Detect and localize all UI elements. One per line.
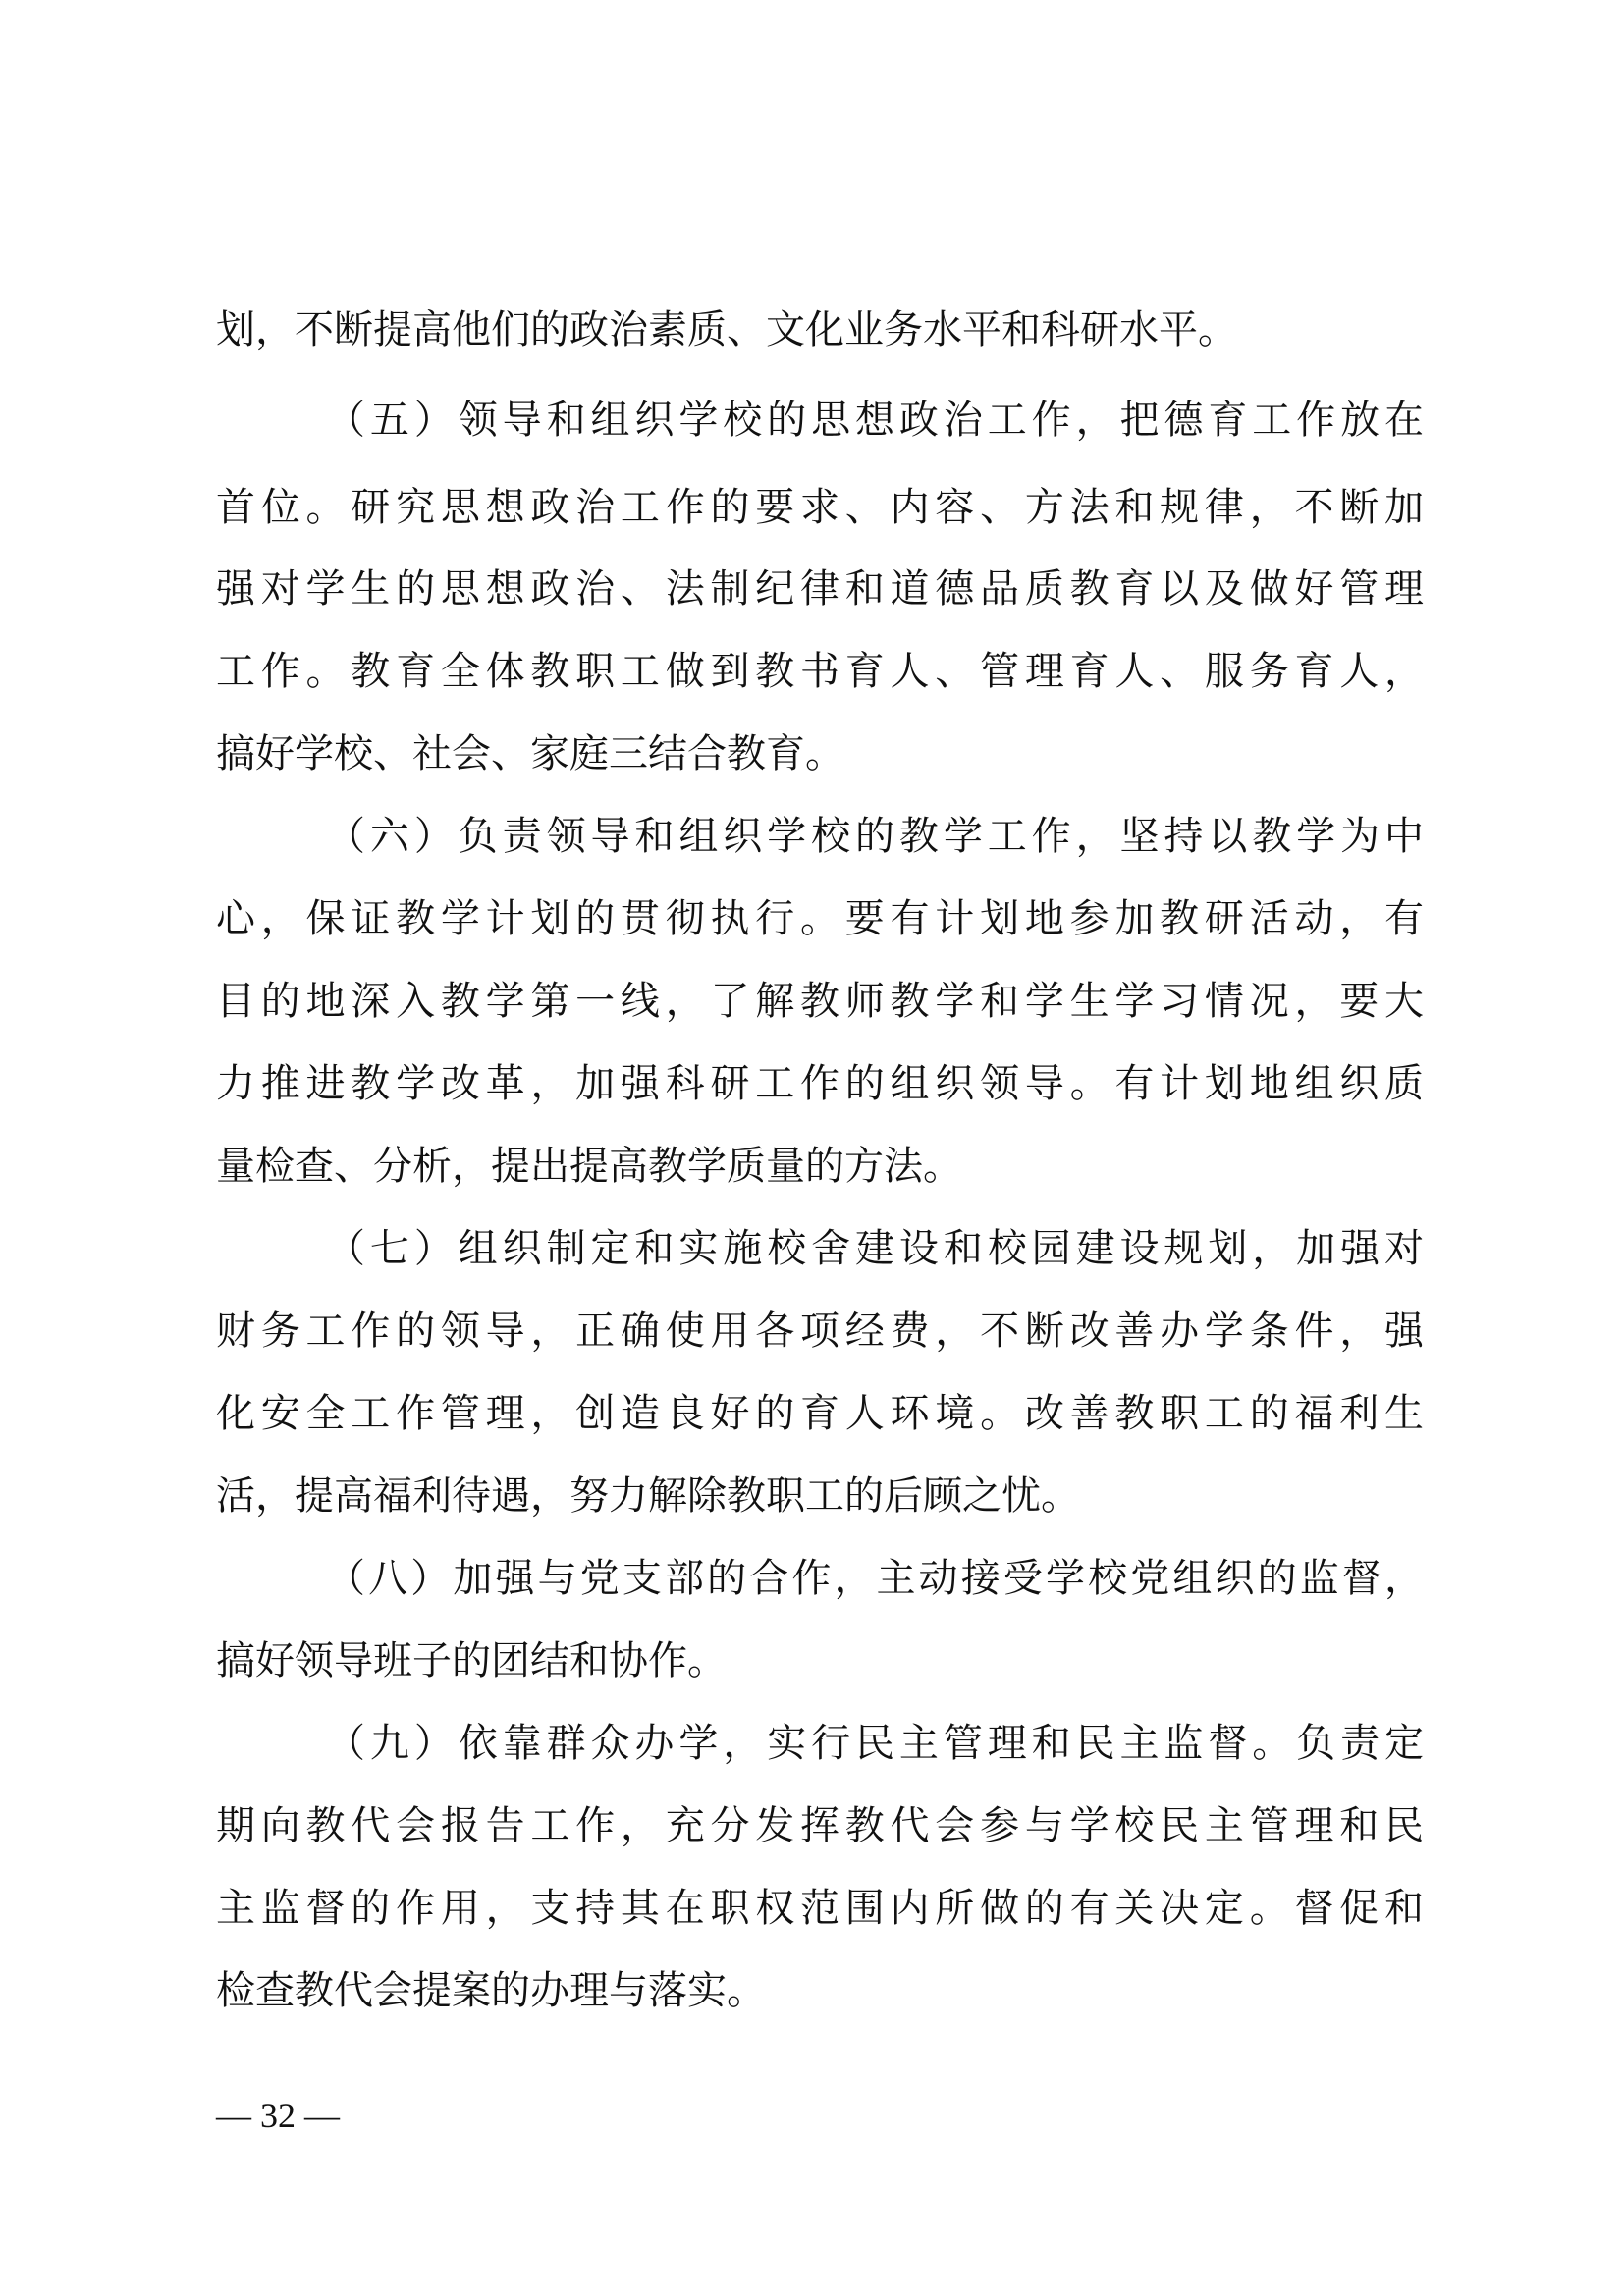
text-line: 力推进教学改革，加强科研工作的组织领导。有计划地组织质 [216,1061,1424,1106]
text-line: 化安全工作管理，创造良好的育人环境。改善教职工的福利生 [216,1391,1424,1436]
paragraph-heading-line: （七）组织制定和实施校舍建设和校园建设规划，加强对 [326,1226,1424,1271]
text-line: 目的地深入教学第一线，了解教师教学和学生学习情况，要大 [216,979,1424,1024]
text-line: 强对学生的思想政治、法制纪律和道德品质教育以及做好管理 [216,566,1424,612]
text-line: 活，提高福利待遇，努力解除教职工的后顾之忧。 [216,1473,1080,1519]
paragraph-heading-line: （六）负责领导和组织学校的教学工作，坚持以教学为中 [326,814,1424,859]
text-line: 心，保证教学计划的贯彻执行。要有计划地参加教研活动，有 [216,896,1424,941]
text-line: 搞好领导班子的团结和协作。 [216,1638,727,1683]
text-line: 首位。研究思想政治工作的要求、内容、方法和规律，不断加 [216,485,1424,530]
text-line: 财务工作的领导，正确使用各项经费，不断改善办学条件，强 [216,1308,1424,1354]
text-line: 工作。教育全体教职工做到教书育人、管理育人、服务育人， [216,649,1424,694]
text-line: 划，不断提高他们的政治素质、文化业务水平和科研水平。 [216,307,1237,352]
text-line: 期向教代会报告工作，充分发挥教代会参与学校民主管理和民 [216,1803,1424,1848]
page-number: — 32 — [216,2096,340,2135]
text-line: 量检查、分析，提出提高教学质量的方法。 [216,1144,962,1189]
text-line: 检查教代会提案的办理与落实。 [216,1968,766,2013]
paragraph-heading-line: （八）加强与党支部的合作，主动接受学校党组织的监督， [326,1556,1424,1601]
paragraph-heading-line: （五）领导和组织学校的思想政治工作，把德育工作放在 [326,398,1424,443]
text-line: 主监督的作用，支持其在职权范围内所做的有关决定。督促和 [216,1886,1424,1931]
text-line: 搞好学校、社会、家庭三结合教育。 [216,731,844,776]
paragraph-heading-line: （九）依靠群众办学，实行民主管理和民主监督。负责定 [326,1721,1424,1766]
